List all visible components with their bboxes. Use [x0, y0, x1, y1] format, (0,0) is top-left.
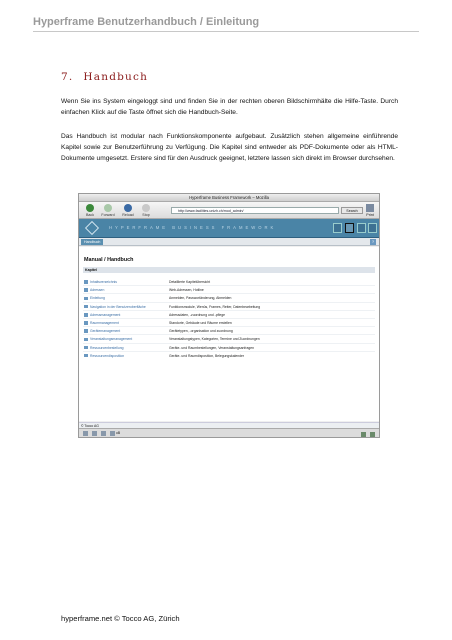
- bullet-icon: [84, 338, 88, 342]
- chapter-desc: Standorte, Gebäude und Räume erstellen: [169, 320, 232, 325]
- paragraph-structure: Das Handbuch ist modular nach Funktionskomponente aufgebaut. Zusätzlich stehen allgemeine einführende Kapitel sowie zur Benutzerführung zu Verfügung. Die Kapitel sind entweder als PDF-Dokumente oder als HTML-Dokumente umgesetzt. Erstere sind für den Ausdruck geeignet, letztere lassen sich direkt im Browser durchsehen.: [61, 133, 398, 162]
- url-input[interactable]: http://www.facilities.unizh.ch/mod_admin/: [171, 207, 339, 214]
- header-rule: [33, 31, 419, 32]
- app-copyright: © Tocco AG: [79, 422, 379, 428]
- bullet-icon: [84, 313, 88, 317]
- chapter-desc: Veranstaltungstypen, Kategorien, Termine und Zuordnungen: [169, 337, 260, 342]
- composer-icon[interactable]: [92, 431, 97, 436]
- close-icon[interactable]: [368, 223, 377, 233]
- list-item: [83, 352, 375, 360]
- list-item: [83, 303, 375, 311]
- page-info-icon: [110, 431, 115, 436]
- chapter-number: 7.: [61, 71, 74, 83]
- chapter-link[interactable]: Ressourcenbestellung: [90, 345, 124, 350]
- list-item: [83, 278, 375, 286]
- bullet-icon: [84, 346, 88, 350]
- chapter-desc: Anmelden, Passwortänderung, Abmelden: [169, 296, 232, 301]
- printer-icon: [366, 204, 374, 212]
- back-label: Back: [86, 213, 94, 217]
- bullet-icon: [84, 329, 88, 333]
- chapter-desc: Web-Adressen, Hotline: [169, 288, 204, 293]
- manual-title: Manual / Handbuch: [84, 257, 134, 263]
- reload-button[interactable]: [121, 204, 135, 217]
- banner-title: HYPERFRAME BUSINESS FRAMEWORK: [109, 225, 277, 230]
- chapter-link[interactable]: Adressmanagement: [90, 312, 121, 317]
- handbook-content: [79, 247, 379, 421]
- chapter-list: [83, 278, 375, 360]
- page-footer: hyperframe.net © Tocco AG, Zürich: [61, 614, 180, 623]
- chapter-link[interactable]: Inhaltsverzeichnis: [90, 280, 117, 284]
- stop-icon: [142, 204, 150, 212]
- list-item: [83, 344, 375, 352]
- home-icon[interactable]: [333, 223, 342, 233]
- page-header: Hyperframe Benutzerhandbuch / Einleitung: [33, 16, 260, 28]
- chapter-desc: Gerätetypen, -organisation und zuordnung: [169, 329, 233, 334]
- bullet-icon: [84, 321, 88, 325]
- chapter-link[interactable]: Ressourcendisposition: [90, 353, 125, 358]
- list-item: [83, 286, 375, 294]
- bullet-icon: [84, 305, 88, 309]
- print-label: Print: [366, 213, 374, 217]
- bullet-icon: [84, 297, 88, 301]
- stop-label: Stop: [142, 213, 150, 217]
- bullet-icon: [84, 280, 88, 284]
- forward-arrow-icon: [104, 204, 112, 212]
- bullet-icon: [84, 354, 88, 358]
- status-text: oB: [115, 431, 121, 435]
- addressbook-icon[interactable]: [101, 431, 106, 436]
- question-icon[interactable]: ?: [371, 239, 375, 244]
- back-button[interactable]: [83, 204, 97, 217]
- browser-screenshot: [78, 193, 380, 438]
- chapter-link[interactable]: Gerätemanagement: [90, 329, 121, 334]
- forward-label: Forward: [101, 213, 115, 217]
- reload-label: Reload: [122, 213, 134, 217]
- print-button[interactable]: [364, 204, 376, 217]
- tab-handbuch[interactable]: Handbuch: [81, 239, 103, 245]
- logout-icon[interactable]: [357, 223, 366, 233]
- cube-logo-icon: [85, 221, 99, 235]
- chapter-link[interactable]: Raummanagement: [90, 320, 119, 325]
- chapter-title: Handbuch: [83, 71, 149, 83]
- security-lock-icon: [370, 432, 375, 437]
- list-item: [83, 311, 375, 319]
- reload-icon: [124, 204, 132, 212]
- mail-icon[interactable]: [83, 431, 88, 436]
- chapter-link[interactable]: Adressen: [90, 288, 105, 293]
- search-button[interactable]: Search: [341, 207, 363, 214]
- chapter-link[interactable]: Einleitung: [90, 296, 105, 301]
- forward-button[interactable]: [101, 204, 115, 217]
- list-item: [83, 319, 375, 327]
- back-arrow-icon: [86, 204, 94, 212]
- chapter-desc: Geräte- und Raumbestellungen, Veranstaltungsanfragen: [169, 345, 255, 350]
- list-item: [83, 294, 375, 302]
- list-item: [83, 335, 375, 343]
- app-banner: [79, 219, 379, 238]
- paragraph-intro: Wenn Sie ins System eingeloggt sind und finden Sie in der rechten oberen Bildschirmhälte die Hilfe-Taste. Durch einfachen Klick auf die Taste öffnet sich die Handbuch-Seite.: [61, 98, 398, 116]
- chapter-heading: [61, 71, 158, 83]
- connection-icon: [361, 432, 366, 437]
- stop-button[interactable]: [139, 204, 153, 217]
- help-icon-highlighted[interactable]: [345, 223, 354, 233]
- kapitel-header: Kapitel: [83, 267, 375, 273]
- list-item: [83, 327, 375, 335]
- chapter-desc: Adressdaten, -zuordnung und -pflege: [169, 312, 225, 317]
- chapter-desc: Detaillierte Kapitelübersicht: [169, 280, 211, 284]
- browser-toolbar: [79, 202, 379, 219]
- status-right: [357, 430, 375, 438]
- chapter-link[interactable]: Navigation in der Benutzeroberfläche: [90, 304, 146, 309]
- tab-row: [79, 238, 379, 246]
- window-titlebar: Hyperframe Business Framework – Mozilla: [79, 194, 379, 202]
- browser-statusbar: [79, 428, 379, 437]
- chapter-desc: Funktionsmodule, Wenüs, Frames, Reiter, Datenbearbeitung: [169, 304, 261, 309]
- bullet-icon: [84, 288, 88, 292]
- chapter-link[interactable]: Veranstaltungsmanagement: [90, 337, 133, 342]
- chapter-desc: Geräte- und Raumdisposition, Belegungskalender: [169, 353, 245, 358]
